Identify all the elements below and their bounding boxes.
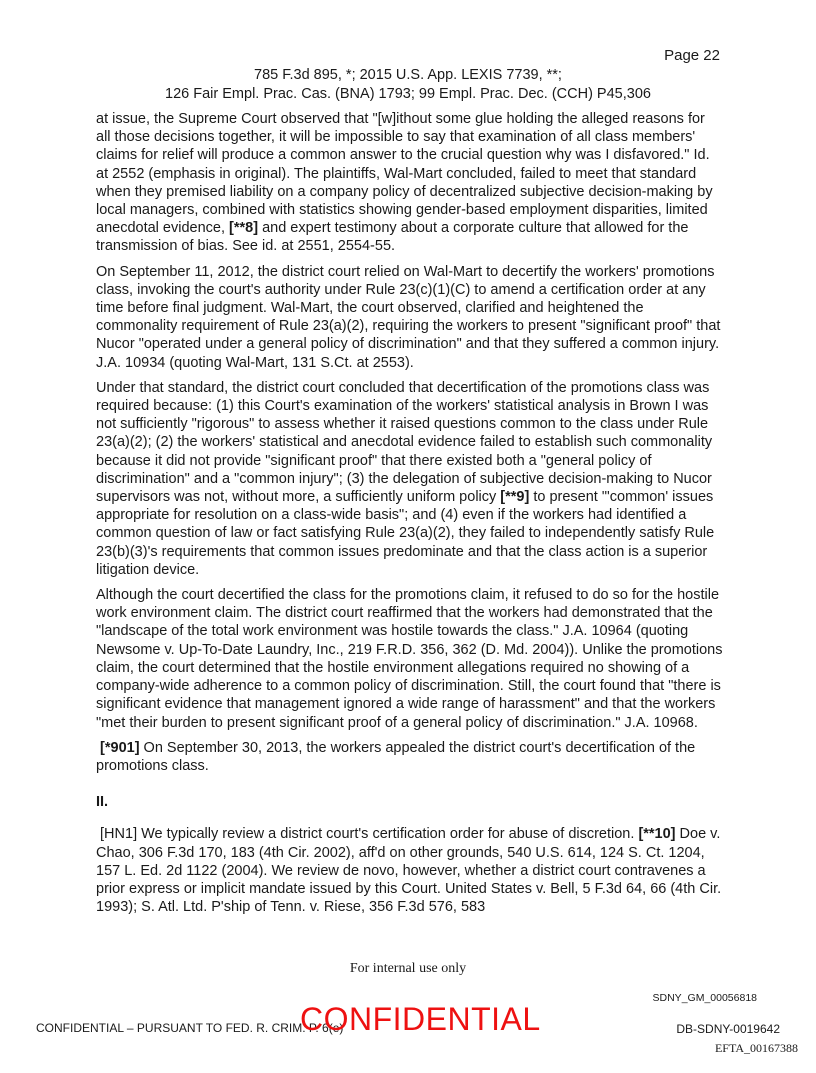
page-number: Page 22 — [664, 47, 720, 64]
efta-number: EFTA_00167388 — [714, 1041, 798, 1055]
opinion-body — [96, 110, 723, 916]
paragraph: Under that standard, the district court concluded that decertification of the promotions class was required because: (1) this Court's examination of the workers' statistical analysis in Brown I was not sufficiently "rigorous" to assess whether it raised questions common to the class under Rule 23(a)(2); (2) the workers' statistical and anecdotal evidence failed to establish such commonality because it did not provide "significant proof" that there existed both a "general policy of discrimination" and a "common injury"; (3) the delegation of subjective decision-making to Nucor supervisors was not, without more, a sufficiently uniform policy [**9] to present "'common' issues appropriate for resolution on a class-wide basis"; and (4) even if the workers had identified a common question of law or fact satisfying Rule 23(a)(2), they failed to independently satisfy Rule 23(b)(3)'s requirements that common issues predominate and that the class action is a superior litigation device. — [96, 379, 715, 578]
pin-cite: [**8] — [229, 220, 259, 237]
section-heading: II. — [96, 794, 109, 811]
paragraph: On September 11, 2012, the district court relied on Wal-Mart to decertify the workers' promotions class, invoking the court's authority under Rule 23(c)(1)(C) to amend a certification order at any time before final judgment. Wal-Mart, the court observed, clarified and heightened the commonality requirement of Rule 23(a)(2), requiring the workers to present "significant proof" that Nucor "operated under a general policy of discrimination" and that they suffered a common injury. J.A. 10934 (quoting Wal-Mart, 131 S.Ct. at 2553). — [96, 263, 721, 371]
bates-number-sdny: DB-SDNY-0019642 — [676, 1022, 780, 1036]
confidential-notice: CONFIDENTIAL – PURSUANT TO FED. R. CRIM. P. 6(e) — [36, 1021, 344, 1035]
internal-use-note: For internal use only — [349, 961, 467, 976]
paragraph: [*901] On September 30, 2013, the workers appealed the district court's decertification of the promotions class. — [96, 739, 696, 774]
confidential-stamp: CONFIDENTIAL — [300, 1001, 541, 1037]
pin-cite: [**9] — [500, 489, 530, 506]
paragraph: [HN1] We typically review a district court's certification order for abuse of discretion. [**10] Doe v. Chao, 306 F.3d 170, 183 (4th Cir. 2002), aff'd on other grounds, 540 U.S. 614, 124 S. Ct. 1204, 157 L. Ed. 2d 1122 (2004). We review de novo, however, whether a district court contravenes a prior express or implicit mandate issued by this Court. United States v. Bell, 5 F.3d 64, 66 (4th Cir. 1993); S. Atl. Ltd. P'ship of Tenn. v. Riese, 356 F.3d 576, 583 — [96, 826, 722, 916]
citation-line-1: 785 F.3d 895, *; 2015 U.S. App. LEXIS 7739, **; — [254, 67, 562, 83]
paragraph: at issue, the Supreme Court observed that "[w]ithout some glue holding the alleged reasons for all those decisions together, it will be impossible to say that examination of all class members' claims for relief will produce a common answer to the crucial question why was I disfavored." Id. at 2552 (emphasis in original). The plaintiffs, Wal-Mart concluded, failed to meet that standard when they premised liability on a company policy of decentralized subjective decision-making by local managers, combined with statistics showing gender-based employment disparities, limited anecdotal evidence, [**8] and expert testimony about a corporate culture that allowed for the transmission of bias. See id. at 2551, 2554-55. — [96, 111, 713, 255]
citation-line-2: 126 Fair Empl. Prac. Cas. (BNA) 1793; 99 Empl. Prac. Dec. (CCH) P45,306 — [165, 86, 651, 102]
pin-cite: [**10] — [638, 826, 676, 843]
pin-cite: [*901] — [100, 739, 140, 756]
paragraph: Although the court decertified the class for the promotions claim, it refused to do so for the hostile work environment claim. The district court reaffirmed that the workers had demonstrated that the "landscape of the total work environment was hostile towards the class." J.A. 10964 (quoting Newsome v. Up-To-Date Laundry, Inc., 219 F.R.D. 356, 362 (D. Md. 2004)). Unlike the promotions claim, the court determined that the hostile environment allegations required no showing of a company-wide adherence to a common policy of discrimination. Still, the court found that "there is significant evidence that management ignored a wide range of harassment" and that the workers "met their burden to present significant proof of a general policy of discrimination." J.A. 10968. — [96, 587, 723, 731]
bates-number-gm: SDNY_GM_00056818 — [652, 992, 757, 1004]
